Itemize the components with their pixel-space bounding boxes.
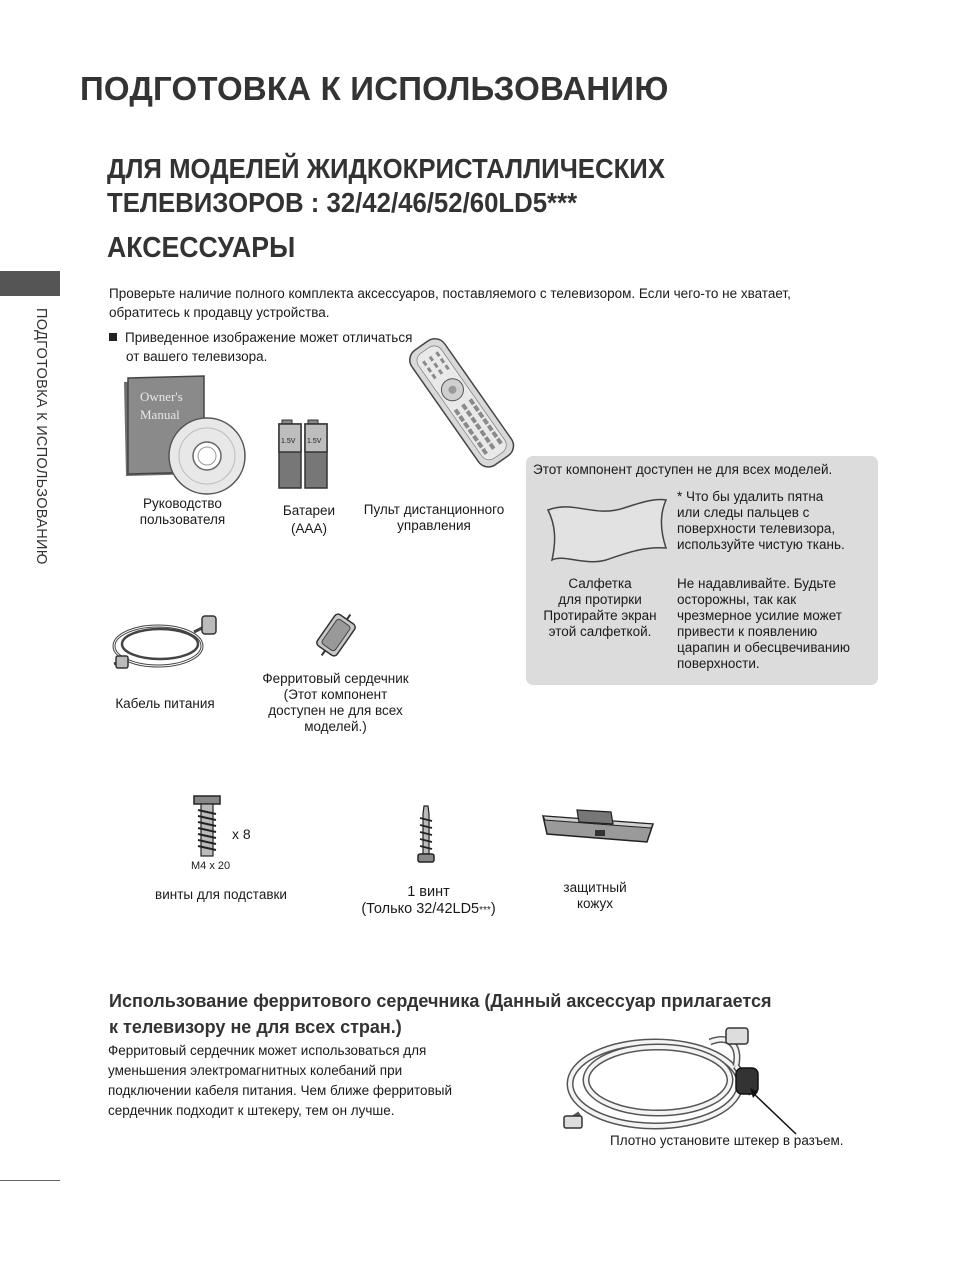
- ferrite-caption-line1: Ферритовый сердечник: [262, 671, 409, 686]
- remote-caption-line2: управления: [397, 518, 471, 533]
- manual-cover-line1: Owner's: [140, 389, 183, 404]
- intro-line2: обратитесь к продавцу устройства.: [109, 305, 330, 320]
- batteries-caption-line1: Батареи: [282, 503, 336, 518]
- ferrite-usage-text: [108, 1041, 538, 1121]
- cloth-warning-line5: царапин и обесцвечиванию: [677, 640, 850, 655]
- battery-label-2: 1.5V: [307, 438, 322, 445]
- intro-line1: Проверьте наличие полного комплекта аксессуаров, поставляемого с телевизором. Если чего-то не хватает,: [109, 286, 791, 301]
- cloth-tip-line1: * Что бы удалить пятна: [677, 489, 824, 504]
- model-heading-line1: ДЛЯ МОДЕЛЕЙ ЖИДКОКРИСТАЛЛИЧЕСКИХ: [107, 153, 666, 184]
- manual-caption-line1: Руководство: [143, 496, 222, 511]
- note-line2: от вашего телевизора.: [126, 349, 268, 364]
- cloth-warning-line4: привести к появлению: [677, 624, 818, 639]
- single-screw-caption-line2: [336, 901, 521, 919]
- cloth-warning: [677, 576, 850, 672]
- manual-caption-line2: пользователя: [139, 512, 226, 527]
- ferrite-usage-text-line4: сердечник подходит к штекеру, тем он лучше.: [108, 1103, 395, 1118]
- stand-screw-icon: [192, 796, 222, 858]
- cover-caption: [545, 880, 645, 912]
- stand-screw-caption: винты для подставки: [155, 887, 287, 902]
- ferrite-usage-title-line1: Использование ферритового сердечника (Данный аксессуар прилагается: [109, 991, 772, 1011]
- single-screw-model-text: (Только 32/42LD5: [361, 901, 480, 917]
- intro-text: [109, 284, 899, 322]
- ferrite-caption: [248, 671, 423, 735]
- side-label: ПОДГОТОВКА К ИСПОЛЬЗОВАНИЮ: [33, 308, 49, 565]
- cloth-caption: [530, 576, 670, 640]
- remote-caption-line1: Пульт дистанционного: [363, 502, 505, 517]
- ferrite-caption-line3: доступен не для всех: [268, 703, 403, 718]
- cover-caption-line1: защитный: [563, 880, 627, 895]
- cleaning-cloth-icon: [544, 496, 670, 562]
- cover-caption-line2: кожух: [576, 896, 614, 911]
- batteries-caption-line2: (AAA): [290, 521, 327, 536]
- model-heading: [107, 152, 665, 220]
- cloth-caption-line1: Салфетка: [568, 576, 632, 591]
- model-heading-line2: ТЕЛЕВИЗОРОВ : 32/42/46/52/60LD5***: [107, 187, 578, 218]
- remote-caption: [350, 502, 518, 534]
- batteries-icon: [279, 418, 329, 490]
- footer-divider: [0, 1180, 60, 1181]
- ferrite-caption-line2: (Этот компонент: [283, 687, 388, 702]
- owners-manual-icon: [118, 376, 253, 486]
- plug-caption: Плотно установите штекер в разъем.: [610, 1133, 844, 1148]
- ferrite-caption-line4: моделей.): [304, 719, 367, 734]
- battery-label-1: 1.5V: [281, 438, 296, 445]
- cloth-caption-line3: Протирайте экран: [543, 608, 657, 623]
- cloth-tip: [677, 489, 845, 553]
- page-title: ПОДГОТОВКА К ИСПОЛЬЗОВАНИЮ: [80, 70, 669, 107]
- section-heading: АКСЕССУАРЫ: [107, 232, 296, 264]
- cloth-warning-line6: поверхности.: [677, 656, 760, 671]
- cloth-caption-line2: для протирки: [558, 592, 642, 607]
- ferrite-core-icon: [314, 610, 358, 660]
- single-screw-model-close: ): [490, 901, 496, 917]
- cloth-caption-line4: этой салфеткой.: [548, 624, 652, 639]
- cable-with-ferrite-icon: [560, 1022, 800, 1134]
- cloth-tip-line3: поверхности телевизора,: [677, 521, 836, 536]
- ferrite-usage-text-line1: Ферритовый сердечник может использоваться для: [108, 1043, 427, 1058]
- cloth-warning-line1: Не надавливайте. Будьте: [677, 576, 837, 591]
- single-screw-caption: [336, 884, 521, 919]
- power-cable-caption: Кабель питания: [115, 696, 215, 711]
- single-screw-caption-line1: 1 винт: [407, 884, 450, 900]
- cloth-panel-header: Этот компонент доступен не для всех моделей.: [533, 462, 833, 477]
- cloth-tip-line4: используйте чистую ткань.: [677, 537, 845, 552]
- ferrite-usage-text-line2: уменьшения электромагнитных колебаний при: [108, 1063, 403, 1078]
- batteries-caption: [264, 502, 354, 538]
- ferrite-usage-text-line3: подключении кабеля питания. Чем ближе ферритовый: [108, 1083, 452, 1098]
- cloth-warning-line2: осторожны, так как: [677, 592, 797, 607]
- ferrite-usage-title-line2: к телевизору не для всех стран.): [109, 1017, 402, 1037]
- side-tab-marker: [0, 271, 60, 296]
- cloth-tip-line2: или следы пальцев с: [677, 505, 810, 520]
- cloth-warning-line3: чрезмерное усилие может: [677, 608, 842, 623]
- stand-screw-count: x 8: [232, 826, 251, 842]
- power-cable-icon: [110, 608, 220, 674]
- note-line1: Приведенное изображение может отличаться: [125, 330, 413, 345]
- protective-cover-icon: [541, 808, 657, 848]
- bullet-icon: [109, 333, 117, 341]
- stand-screw-size: M4 x 20: [191, 860, 231, 872]
- remote-control-icon: [382, 322, 537, 487]
- single-screw-icon: [415, 806, 437, 864]
- manual-caption: [115, 496, 250, 528]
- single-screw-model-stars: ***: [479, 905, 491, 916]
- manual-cover-line2: Manual: [140, 407, 180, 422]
